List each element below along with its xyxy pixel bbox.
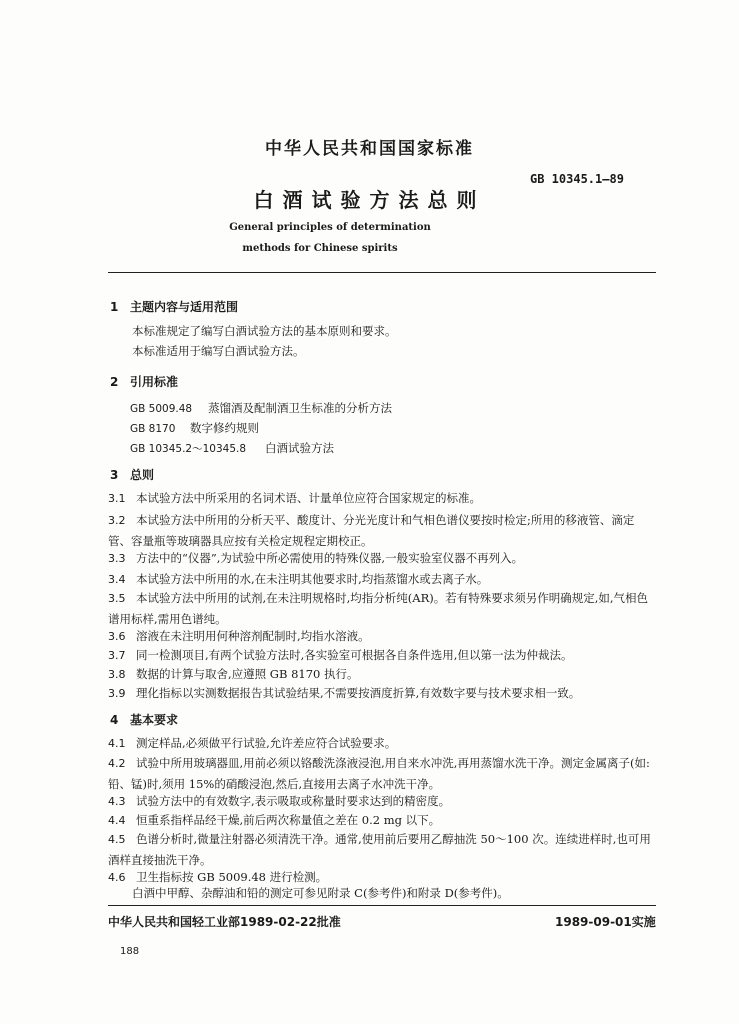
clause-3-1: 3.1 本试验方法中所采用的名词术语、计量单位应符合国家规定的标准。 bbox=[108, 491, 481, 505]
header-rule bbox=[108, 272, 656, 273]
clause-4-6: 4.6 卫生指标按 GB 5009.48 进行检测。 bbox=[108, 870, 328, 884]
page-number: 188 bbox=[120, 946, 140, 957]
document-title: 白酒试验方法总则 bbox=[253, 188, 486, 212]
clause-3-9: 3.9 理化指标以实测数据报告其试验结果,不需要按酒度折算,有效数字要与技术要求相一致。 bbox=[108, 686, 581, 700]
section-1-para: 本标准规定了编写白酒试验方法的基本原则和要求。 bbox=[132, 324, 397, 338]
clause-4-2: 4.2 试验中所用玻璃器皿,用前必须以铬酸洗涤液浸泡,用自来水冲洗,再用蒸馏水洗干净。测定金属离子(如:铅、锰)时,须用 15%的硝酸浸泡,然后,直接用去离子水冲洗干净。 bbox=[108, 756, 650, 791]
section-3-heading: 3 总则 bbox=[110, 468, 155, 482]
section-1-heading: 1 主题内容与适用范围 bbox=[110, 300, 239, 314]
reference-item: GB 8170 数字修约规则 bbox=[130, 421, 259, 435]
clause-4-1: 4.1 测定样品,必须做平行试验,允许差应符合试验要求。 bbox=[108, 736, 397, 750]
clause-4-4: 4.4 恒重系指样品经干燥,前后两次称量值之差在 0.2 mg 以下。 bbox=[108, 813, 441, 827]
standard-org-heading: 中华人民共和国国家标准 bbox=[265, 139, 474, 159]
reference-item: GB 10345.2～10345.8 白酒试验方法 bbox=[130, 441, 334, 455]
english-title-line-1: General principles of determination bbox=[229, 222, 431, 233]
footer-rule bbox=[108, 905, 656, 906]
english-title-line-2: methods for Chinese spirits bbox=[242, 243, 398, 254]
clause-3-5: 3.5 本试验方法中所用的试剂,在未注明规格时,均指分析纯(AR)。若有特殊要求须另作明确规定,如,气相色谱用标样,需用色谱纯。 bbox=[108, 591, 649, 626]
clause-3-2: 3.2 本试验方法中所用的分析天平、酸度计、分光光度计和气相色谱仪要按时检定;所用的移液管、滴定管、容量瓶等玻璃器具应按有关检定规程定期校正。 bbox=[108, 513, 635, 548]
clause-3-6: 3.6 溶液在未注明用何种溶剂配制时,均指水溶液。 bbox=[108, 629, 370, 643]
section-2-heading: 2 引用标准 bbox=[110, 375, 179, 389]
standard-code: GB 10345.1—89 bbox=[530, 172, 624, 186]
section-4-note: 白酒中甲醇、杂醇油和铅的测定可参见附录 C(参考件)和附录 D(参考件)。 bbox=[132, 886, 509, 900]
clause-3-4: 3.4 本试验方法中所用的水,在未注明其他要求时,均指蒸馏水或去离子水。 bbox=[108, 572, 489, 586]
clause-4-5: 4.5 色谱分析时,微量注射器必须清洗干净。通常,使用前后要用乙醇抽洗 50～100 次。连续进样时,也可用酒样直接抽洗干净。 bbox=[108, 832, 651, 867]
implementation-date: 1989-09-01实施 bbox=[555, 915, 656, 929]
clause-3-7: 3.7 同一检测项目,有两个试验方法时,各实验室可根据各自条件选用,但以第一法为仲裁法。 bbox=[108, 648, 573, 662]
section-1-para: 本标准适用于编写白酒试验方法。 bbox=[132, 344, 305, 358]
reference-item: GB 5009.48 蒸馏酒及配制酒卫生标准的分析方法 bbox=[130, 401, 392, 415]
clause-3-8: 3.8 数据的计算与取舍,应遵照 GB 8170 执行。 bbox=[108, 667, 359, 681]
section-4-heading: 4 基本要求 bbox=[110, 713, 179, 727]
approval-line: 中华人民共和国轻工业部1989-02-22批准 bbox=[108, 915, 341, 929]
clause-3-3: 3.3 方法中的“仪器”,为试验中所必需使用的特殊仪器,一般实验室仪器不再列入。 bbox=[108, 551, 524, 565]
clause-4-3: 4.3 试验方法中的有效数字,表示吸取或称量时要求达到的精密度。 bbox=[108, 794, 451, 808]
